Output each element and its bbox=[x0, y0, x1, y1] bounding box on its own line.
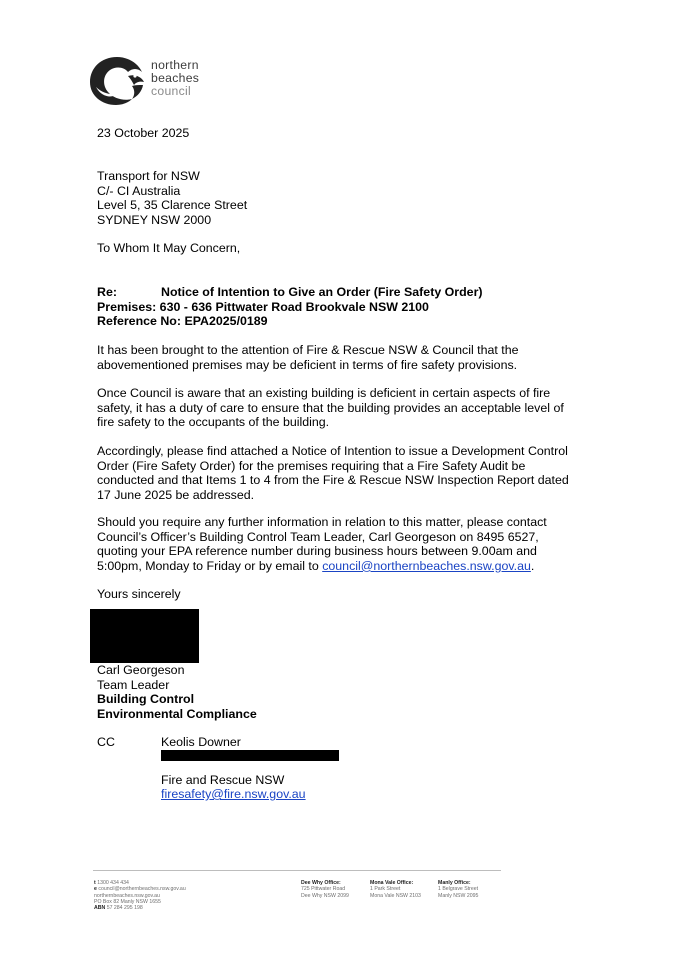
office-line: 725 Pittwater Road bbox=[301, 886, 346, 893]
logo-text-council: council bbox=[151, 84, 192, 98]
office-line: Mona Vale NSW 2103 bbox=[370, 892, 421, 899]
cc-label: CC bbox=[97, 735, 115, 749]
phone-label: t bbox=[94, 880, 96, 886]
footer-phone: 1300 434 434 bbox=[97, 880, 129, 886]
paragraph-line: 17 June 2025 be addressed. bbox=[97, 487, 255, 502]
paragraph-line: 5:00pm, Monday to Friday or by email to council@northernbeaches.nsw.gov.au. bbox=[97, 558, 535, 573]
paragraph-line: fire safety to the occupants of the building. bbox=[97, 415, 330, 430]
footer-divider bbox=[93, 870, 501, 871]
office-mona-vale bbox=[370, 880, 421, 899]
fire-safety-email-link[interactable]: firesafety@fire.nsw.gov.au bbox=[161, 787, 306, 801]
logo-text-northern: northern bbox=[151, 58, 199, 72]
paragraph-line: conducted and that Items 1 to 4 from the Fire & Rescue NSW Inspection Report dated bbox=[97, 473, 569, 488]
letter-date: 23 October 2025 bbox=[97, 126, 190, 140]
reference-line: Reference No: EPA2025/0189 bbox=[97, 314, 268, 329]
signatory-block bbox=[97, 663, 257, 721]
paragraph-line: Once Council is aware that an existing building is deficient in certain aspects of fire bbox=[97, 386, 551, 400]
office-dee-why bbox=[301, 880, 349, 899]
footer-po-box: PO Box 82 Manly NSW 1655 bbox=[94, 898, 161, 905]
closing: Yours sincerely bbox=[97, 587, 181, 601]
signatory-name: Carl Georgeson bbox=[97, 663, 185, 677]
paragraph-line: Order (Fire Safety Order) for the premises requiring that a Fire Safety Audit be bbox=[97, 458, 526, 473]
signatory-department: Environmental Compliance bbox=[97, 706, 257, 721]
paragraph-4 bbox=[97, 515, 547, 573]
salutation: To Whom It May Concern, bbox=[97, 241, 241, 255]
office-manly bbox=[438, 880, 478, 899]
paragraph-2 bbox=[97, 386, 564, 430]
redacted-cc-detail bbox=[161, 750, 339, 761]
paragraph-line: quoting your EPA reference number during business hours between 9.00am and bbox=[97, 544, 537, 559]
paragraph-line: abovementioned premises may be deficient in terms of fire safety provisions. bbox=[97, 357, 518, 372]
address-line: Transport for NSW bbox=[97, 169, 200, 183]
paragraph-line: Should you require any further information in relation to this matter, please contact bbox=[97, 515, 547, 529]
paragraph-1 bbox=[97, 343, 519, 372]
address-line: Level 5, 35 Clarence Street bbox=[97, 198, 248, 213]
logo-text-beaches: beaches bbox=[151, 71, 200, 85]
re-label: Re: bbox=[97, 285, 117, 299]
office-title: Mona Vale Office: bbox=[370, 880, 414, 886]
footer-abn: 57 284 295 198 bbox=[106, 905, 143, 912]
council-logo bbox=[88, 54, 228, 108]
redacted-signature bbox=[90, 609, 199, 663]
office-line: Manly NSW 2095 bbox=[438, 892, 479, 899]
paragraph-line: Council’s Officer’s Building Control Team Leader, Carl Georgeson on 8495 6527, bbox=[97, 529, 539, 544]
office-line: 1 Belgrave Street bbox=[438, 886, 479, 893]
signatory-title: Team Leader bbox=[97, 677, 170, 692]
office-title: Dee Why Office: bbox=[301, 880, 341, 886]
address-line: SYDNEY NSW 2000 bbox=[97, 212, 212, 227]
email-label: e bbox=[94, 886, 97, 893]
paragraph-line: Accordingly, please find attached a Notice of Intention to issue a Development Control bbox=[97, 444, 568, 458]
re-subject: Notice of Intention to Give an Order (Fire Safety Order) bbox=[161, 285, 483, 299]
premises-line: Premises: 630 - 636 Pittwater Road Brookvale NSW 2100 bbox=[97, 299, 429, 314]
logo-emblem-icon bbox=[88, 54, 146, 108]
footer-web: northernbeaches.nsw.gov.au bbox=[94, 892, 160, 899]
cc-recipient: Keolis Downer bbox=[161, 735, 241, 749]
cc-recipient: Fire and Rescue NSW bbox=[161, 773, 285, 787]
recipient-address bbox=[97, 169, 247, 227]
signatory-department: Building Control bbox=[97, 692, 195, 707]
paragraph-line: It has been brought to the attention of Fire & Rescue NSW & Council that the bbox=[97, 343, 519, 357]
subject-block bbox=[97, 285, 577, 329]
footer-contact bbox=[94, 880, 186, 911]
office-title: Manly Office: bbox=[438, 880, 471, 886]
paragraph-line: safety, it has a duty of care to ensure that the building provides an acceptable level of bbox=[97, 400, 564, 415]
office-line: 1 Park Street bbox=[370, 886, 401, 893]
address-line: C/- CI Australia bbox=[97, 183, 181, 198]
footer-email: council@northernbeaches.nsw.gov.au bbox=[98, 886, 186, 893]
paragraph-3 bbox=[97, 444, 569, 502]
council-email-link[interactable]: council@northernbeaches.nsw.gov.au bbox=[322, 558, 531, 573]
office-line: Dee Why NSW 2099 bbox=[301, 892, 349, 899]
abn-label: ABN bbox=[94, 905, 106, 912]
